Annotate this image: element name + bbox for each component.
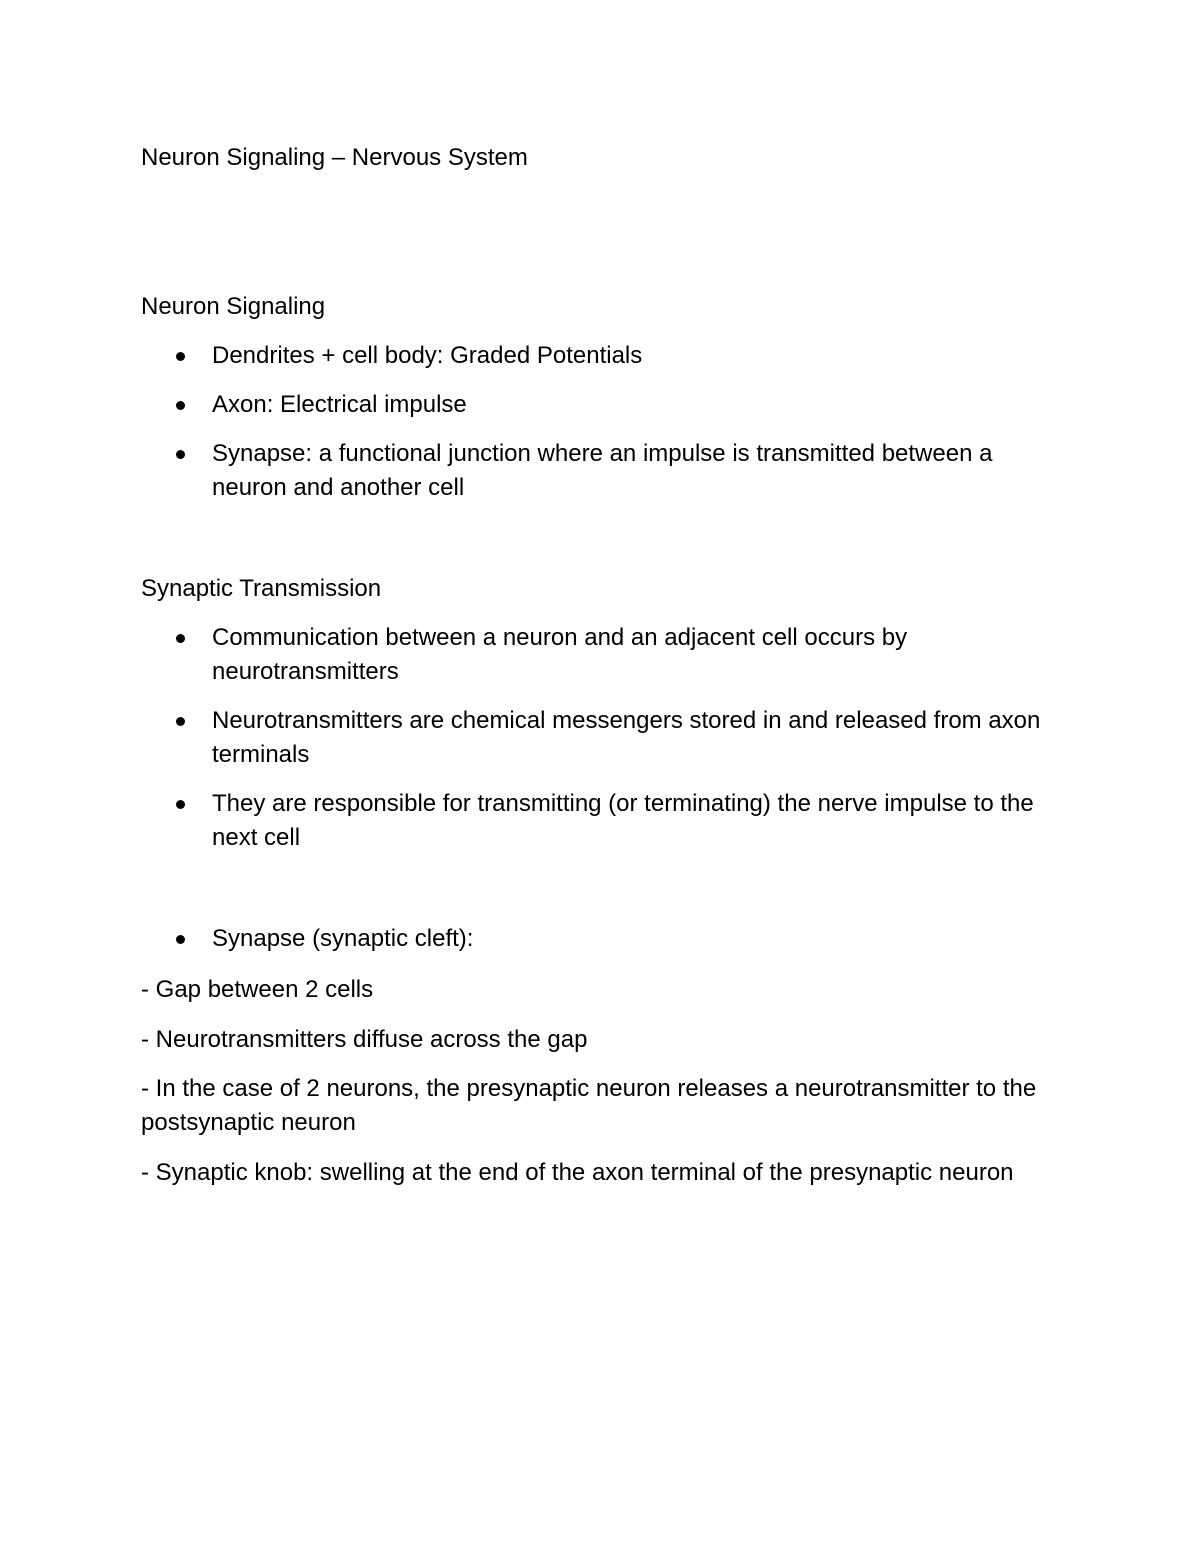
section-heading-synaptic-transmission: Synaptic Transmission xyxy=(141,575,382,602)
list-item-text: Axon: Electrical impulse xyxy=(212,391,467,418)
list-item-text: Communication between a neuron and an adjacent cell occurs by neurotransmitters xyxy=(212,624,908,685)
list-item xyxy=(0,388,1042,422)
list-item-text: Synapse (synaptic cleft): xyxy=(212,925,474,952)
neuron-signaling-list xyxy=(0,339,1200,520)
list-item-text: Neurotransmitters are chemical messengers stored in and released from axon terminals xyxy=(212,707,1041,768)
bullet-icon xyxy=(176,450,185,459)
dash-item-synaptic-knob: - Synaptic knob: swelling at the end of the axon terminal of the presynaptic neuron xyxy=(141,1159,1014,1186)
document-title: Neuron Signaling – Nervous System xyxy=(141,144,528,171)
bullet-icon xyxy=(176,634,185,643)
bullet-icon xyxy=(176,401,185,410)
dash-item-gap: - Gap between 2 cells xyxy=(141,976,374,1003)
dash-item-presynaptic: - In the case of 2 neurons, the presynaptic neuron releases a neurotransmitter to the postsynaptic neuron xyxy=(141,1075,1037,1136)
synapse-list xyxy=(0,922,1200,971)
list-item-text: Dendrites + cell body: Graded Potentials xyxy=(212,342,643,369)
bullet-icon xyxy=(176,800,185,809)
list-item xyxy=(0,437,1042,505)
bullet-icon xyxy=(176,717,185,726)
list-item xyxy=(0,339,1042,373)
list-item xyxy=(0,922,1042,956)
section-heading-neuron-signaling: Neuron Signaling xyxy=(141,293,326,320)
bullet-icon xyxy=(176,352,185,361)
list-item-text: Synapse: a functional junction where an impulse is transmitted between a neuron and another cell xyxy=(212,440,993,501)
list-item xyxy=(0,704,1042,772)
synaptic-transmission-list xyxy=(0,621,1200,870)
list-item xyxy=(0,787,1042,855)
dash-item-diffuse: - Neurotransmitters diffuse across the gap xyxy=(141,1026,588,1053)
list-item-text: They are responsible for transmitting (or terminating) the nerve impulse to the next cell xyxy=(212,790,1034,851)
list-item xyxy=(0,621,1042,689)
bullet-icon xyxy=(176,935,185,944)
